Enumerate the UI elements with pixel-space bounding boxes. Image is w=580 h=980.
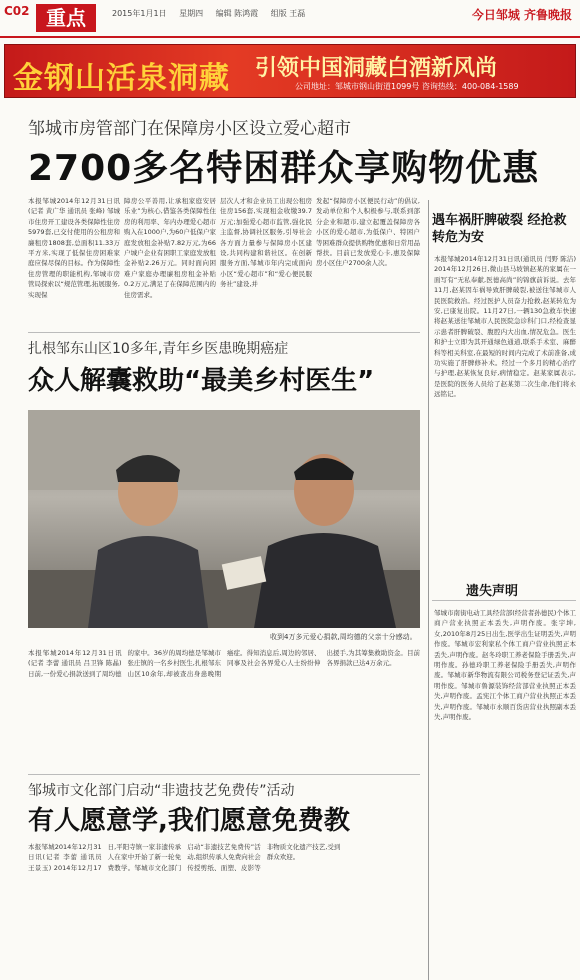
sidebar2-body: 邹城市南街电动工具经营部(经营者孙德民)个体工商户营业执照正本丢失,声明作废。张宇坤,女,2010年8月25日出生,医学出生证明丢失,声明作废。邹城市宏利家私个体工商户营业执照正本丢失,声明作废。赵冬玲职工养老保险手册丢失,声明作废。孙德玲职工养老保险手册丢失,声明作废。邹城市新华物流有限公司税务登记证丢失,声明作废。邹城市鲁源装饰经营部营业执照正本丢失,声明作废。孟宪江个体工商户营业执照正本丢失,声明作废。邹城市永顺百货店营业执照副本丢失,声明作废。 bbox=[434, 609, 576, 722]
sidebar1-headline: 遇车祸肝脾破裂 经抢救转危为安 bbox=[432, 213, 567, 245]
ad-slogan: 引领中国洞藏白酒新风尚 bbox=[255, 56, 498, 81]
photo-caption: 收到4万多元爱心捐款,周均德的父亲十分感动。 bbox=[270, 633, 417, 641]
issue-weekday: 星期四 bbox=[179, 9, 204, 18]
ad-contact: 公司地址：邹城市钢山街道1099号 咨询热线：400-084-1589 bbox=[295, 82, 519, 91]
designer-credit: 组版 王磊 bbox=[270, 9, 306, 18]
editor-credit: 编辑 陈鸿霞 bbox=[215, 9, 259, 18]
story1-headline: 2700多名特困群众享购物优惠 bbox=[28, 148, 540, 189]
story1-body-col2: 障房公平善用,让承租家庭安居乐业”为核心,借鉴各类保障性住房的利用率、年内办理爱心超市购入在1000户,为60户低保户家庭发放租金补贴7.82万元,为66户城户企业有困职工家庭发放租金补贴2.26万元。同时面向困难户家庭办理廉租房租金补贴0.2万元,满足了在保障范围内的住房需求。 bbox=[124, 197, 216, 299]
liquor-advertisement bbox=[4, 44, 576, 98]
ad-brand-name: 金钢山活泉洞藏 bbox=[13, 61, 230, 96]
sidebar2-divider bbox=[432, 600, 576, 601]
story1-body-col1: 本报邹城2014年12月31日讯(记者 黄广华 通讯员 张峰) 邹城市住房开工建设各类保障性住房5979套,已交付使用的公租房和廉租房1808套,总面积11.33万平方米,实现了低保住房困难家庭应保尽保的目标。作为保障性住房管理的职能机构,邹城市房管局探索以“规范管理,拓展服务,实现保 bbox=[28, 197, 120, 299]
story3-headline: 有人愿意学,我们愿意免费教 bbox=[28, 806, 350, 836]
story2-body: 本报邹城2014年12月31日讯(记者 李蕾 通讯员 吕卫锋 陈晶) 日前,一份爱心捐款送到了周均德的家中。36岁的周均德是邹城市张庄镇的一名乡村医生,扎根邹东山区10余年,却被查出身患晚期癌症。得知消息后,周边的邻居、同事及社会各界爱心人士纷纷伸出援手,为其筹集救助资金。目前各界捐款已达4万余元。 bbox=[28, 649, 420, 678]
sidebar2-headline: 遗失声明 bbox=[466, 584, 519, 599]
story3-kicker: 邹城市文化部门启动“非遗技艺免费传”活动 bbox=[28, 783, 295, 799]
divider bbox=[28, 332, 420, 333]
divider bbox=[28, 774, 420, 775]
photo-illustration bbox=[28, 410, 420, 628]
news-photo bbox=[28, 410, 420, 628]
issue-meta bbox=[112, 8, 315, 19]
story1-body-col3: 层次人才和企业员工出现公租房住房156套,实现租金收缴39.7万元;加强爱心超市监管,强化民主监督,协调社区服务,引导社会各方面力量参与保障房小区建设,共同构建和谐社区。在创新服务方面,邹城市年内完成面向小区“爱心超市”和“爱心便民服务社”建设,并 bbox=[220, 197, 312, 289]
story2-kicker: 扎根邹东山区10多年,青年乡医患晚期癌症 bbox=[28, 341, 289, 357]
story1-kicker: 邹城市房管部门在保障房小区设立爱心超市 bbox=[28, 119, 351, 139]
sidebar-divider bbox=[428, 200, 429, 980]
sidebar1-body: 本报邹城2014年12月31日讯(通讯员 闫野 陈洁) 2014年12月26日,微山县马坡镇赵某的家属在一面写有“无私奉献,医德高尚”的锦旗前诉说。去年11月,赵某因车祸导致肝脾破裂,被送往邹城市人民医院救治。经过医护人员奋力抢救,赵某转危为安,已康复出院。11月27日,一辆130急救车快速将赵某送往邹城市人民医院急诊科门口,经检查显示患者肝脾破裂、腹腔内大出血,情况危急。医生和护士立即为其开通绿色通道,联系手术室、麻醉科等相关科室,在最短的时间内完成了术前准备,成功实施了肝脾修补术。经过一个多月的精心治疗与护理,赵某恢复良好,病情稳定。赵某家属表示,是医院的医务人员给了赵某第二次生命,他们将永远铭记。 bbox=[434, 255, 576, 399]
page-number: C02 bbox=[4, 4, 30, 18]
story1-body-col4: 发起“保障房小区便民行动”的倡议,发动单位和个人积极参与,联系到部分企业和超市,建立起覆盖保障房各小区的爱心超市,为低保户、特困户等困难群众提供购物优惠和日常用品帮扶。目前已发放爱心卡,惠及保障房小区住户2700余人次。 bbox=[316, 197, 420, 268]
issue-date: 2015年1月1日 bbox=[112, 9, 167, 18]
story3-body: 本报邹城2014年12月31日讯(记者 李蕾 通讯员 王景玉) 2014年12月17日,平阳寺镇一家非遗传承人在家中开始了新一轮免费教学。邹城市文化部门启动“非遗技艺免费传”活动,组织传承人免费向社会传授剪纸、面塑、皮影等非物质文化遗产技艺,受到群众欢迎。 bbox=[28, 843, 341, 872]
section-title: 重点 bbox=[36, 4, 96, 32]
page-header bbox=[0, 0, 580, 38]
newspaper-brand: 今日邹城 齐鲁晚报 bbox=[471, 8, 572, 22]
story2-headline: 众人解囊救助“最美乡村医生” bbox=[28, 366, 375, 396]
